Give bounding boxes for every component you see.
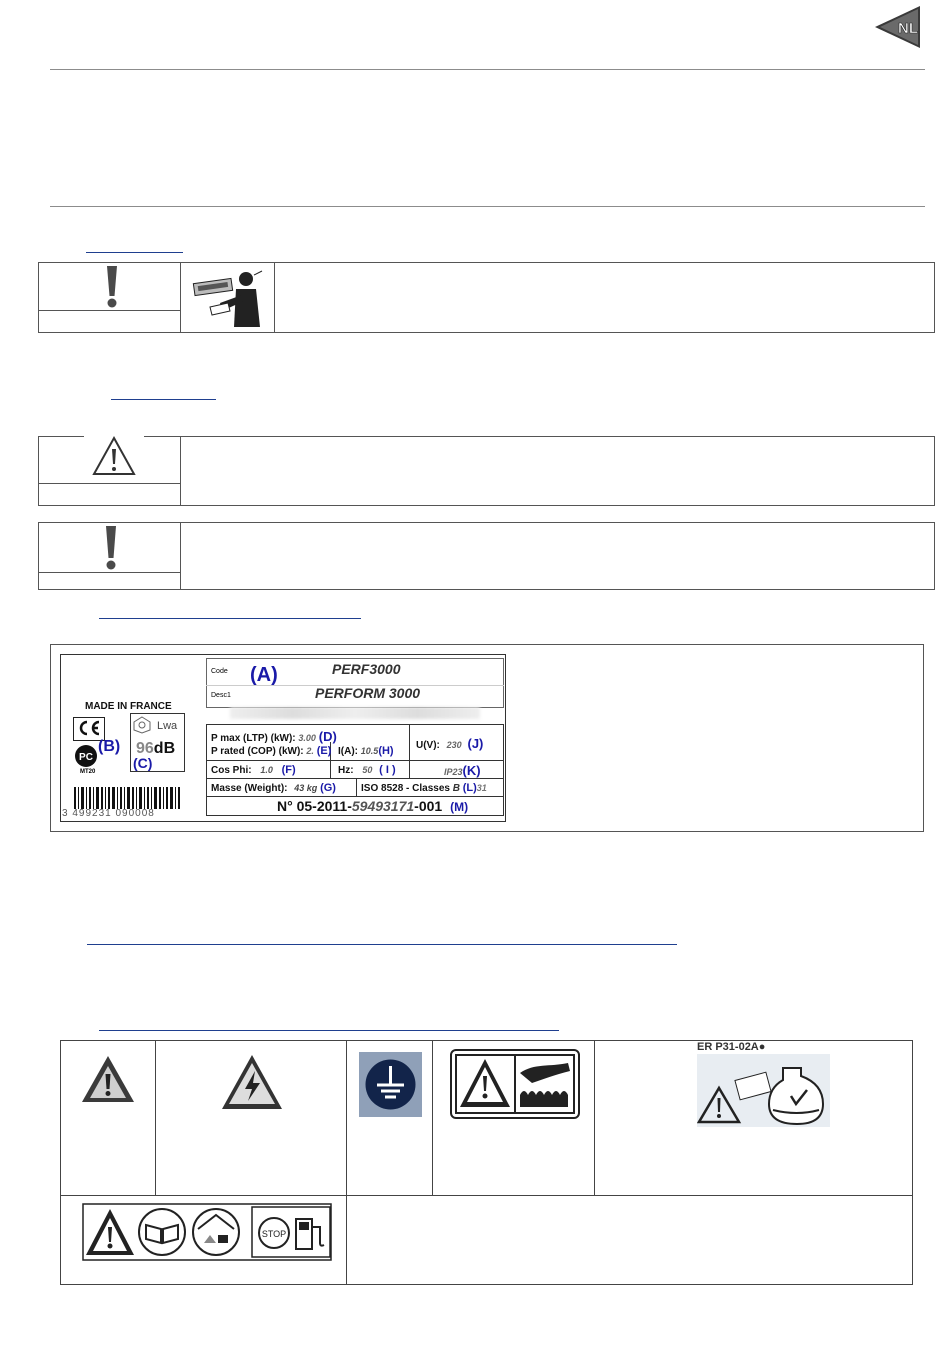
prated-row <box>211 745 331 757</box>
made-in-label: MADE IN FRANCE <box>85 701 172 712</box>
exclamation-icon <box>102 264 122 310</box>
mt-label: MT20 <box>80 769 96 775</box>
hot-surface-warning-icon <box>450 1049 580 1119</box>
cosphi-value: 1.0 <box>260 765 273 775</box>
code-label: Code <box>211 668 228 675</box>
lwa-label: Lwa <box>157 720 178 732</box>
svg-text:PC: PC <box>79 752 93 763</box>
desc-value: PERFORM 3000 <box>315 685 421 701</box>
voltage-row <box>416 736 483 751</box>
current-value: 10.5 <box>360 746 379 756</box>
voltage-value: 230 <box>446 740 462 750</box>
db-unit: dB <box>153 740 176 757</box>
serial-value: 59493171 <box>351 798 415 814</box>
attention-box <box>38 522 935 590</box>
marker-l: (L) <box>462 782 477 794</box>
voltage-label: U(V): <box>416 740 440 751</box>
section-link-underline-4[interactable] <box>87 944 677 945</box>
exclamation-icon <box>101 524 121 572</box>
oil-level-warning-icon <box>697 1054 830 1127</box>
pmax-row <box>211 729 337 744</box>
high-voltage-icon <box>220 1053 284 1111</box>
marker-g: (G) <box>320 782 336 794</box>
marker-m: (M) <box>450 800 469 814</box>
marker-h: (H) <box>378 745 394 757</box>
current-row <box>338 745 394 757</box>
serial-row <box>277 798 468 814</box>
prated-value: 2. <box>306 746 314 756</box>
warning-manual-fumes-fuel-strip-icon <box>82 1203 332 1261</box>
section-link-underline-5[interactable] <box>99 1030 559 1031</box>
current-label: I(A): <box>338 746 358 757</box>
warning-box <box>38 436 935 506</box>
marker-j: (J) <box>467 736 484 751</box>
svg-text:STOP: STOP <box>261 1229 287 1239</box>
iso-label: ISO 8528 - Classes <box>361 783 450 794</box>
nl-language-badge-icon <box>872 4 922 50</box>
prated-label: P rated (COP) (kW): <box>211 746 304 757</box>
serial-suffix: -001 <box>414 798 443 814</box>
header-rule-top <box>50 69 925 70</box>
iso-row <box>361 782 487 794</box>
barcode-digits: 3 499231 090008 <box>62 808 155 819</box>
pmax-label: P max (LTP) (kW): <box>211 733 296 744</box>
pmax-value: 3.00 <box>298 733 316 743</box>
er-label: ER P31-02A● <box>697 1041 766 1053</box>
header-rule-bottom <box>50 206 925 207</box>
iso-tail: 31 <box>476 783 487 793</box>
section-link-underline-3[interactable] <box>99 618 361 619</box>
cosphi-row <box>211 764 296 776</box>
mass-row <box>211 782 336 794</box>
marker-i: ( I ) <box>379 764 396 776</box>
mass-value: 43 kg <box>294 783 318 793</box>
serial-prefix: N° 05-2011- <box>277 798 352 814</box>
marker-d: (D) <box>318 729 337 744</box>
marker-b: (B) <box>98 738 121 755</box>
barcode-icon <box>72 787 184 809</box>
warning-triangle-icon <box>84 430 144 480</box>
earth-ground-icon <box>359 1052 422 1117</box>
sound-power-icon <box>133 716 151 734</box>
iso-class: B <box>452 783 460 794</box>
code-value: PERF3000 <box>332 661 401 677</box>
notice-box-read-manual <box>38 262 935 333</box>
ip-row <box>444 763 481 778</box>
ip-value: IP23 <box>444 767 463 777</box>
section-link-underline-2[interactable] <box>111 399 216 400</box>
marker-c: (C) <box>133 755 153 771</box>
marker-a: (A) <box>250 664 278 686</box>
db-number: 96 <box>136 740 154 757</box>
desc-label: Desc1 <box>211 692 231 699</box>
hz-label: Hz: <box>338 765 354 776</box>
marker-e: (E) <box>316 745 332 757</box>
warning-triangle-icon <box>80 1054 136 1104</box>
blurred-text-line <box>230 707 480 719</box>
hz-value: 50 <box>362 765 373 775</box>
mass-label: Masse (Weight): <box>211 783 288 794</box>
marker-f: (F) <box>281 764 296 776</box>
language-badge-text: NL <box>898 20 918 37</box>
cosphi-label: Cos Phi: <box>211 765 252 776</box>
hz-row <box>338 764 396 776</box>
marker-k: (K) <box>462 763 481 778</box>
person-reading-manual-icon <box>190 267 266 329</box>
pct-mark-icon <box>73 744 99 768</box>
section-link-underline-1[interactable] <box>86 252 183 253</box>
